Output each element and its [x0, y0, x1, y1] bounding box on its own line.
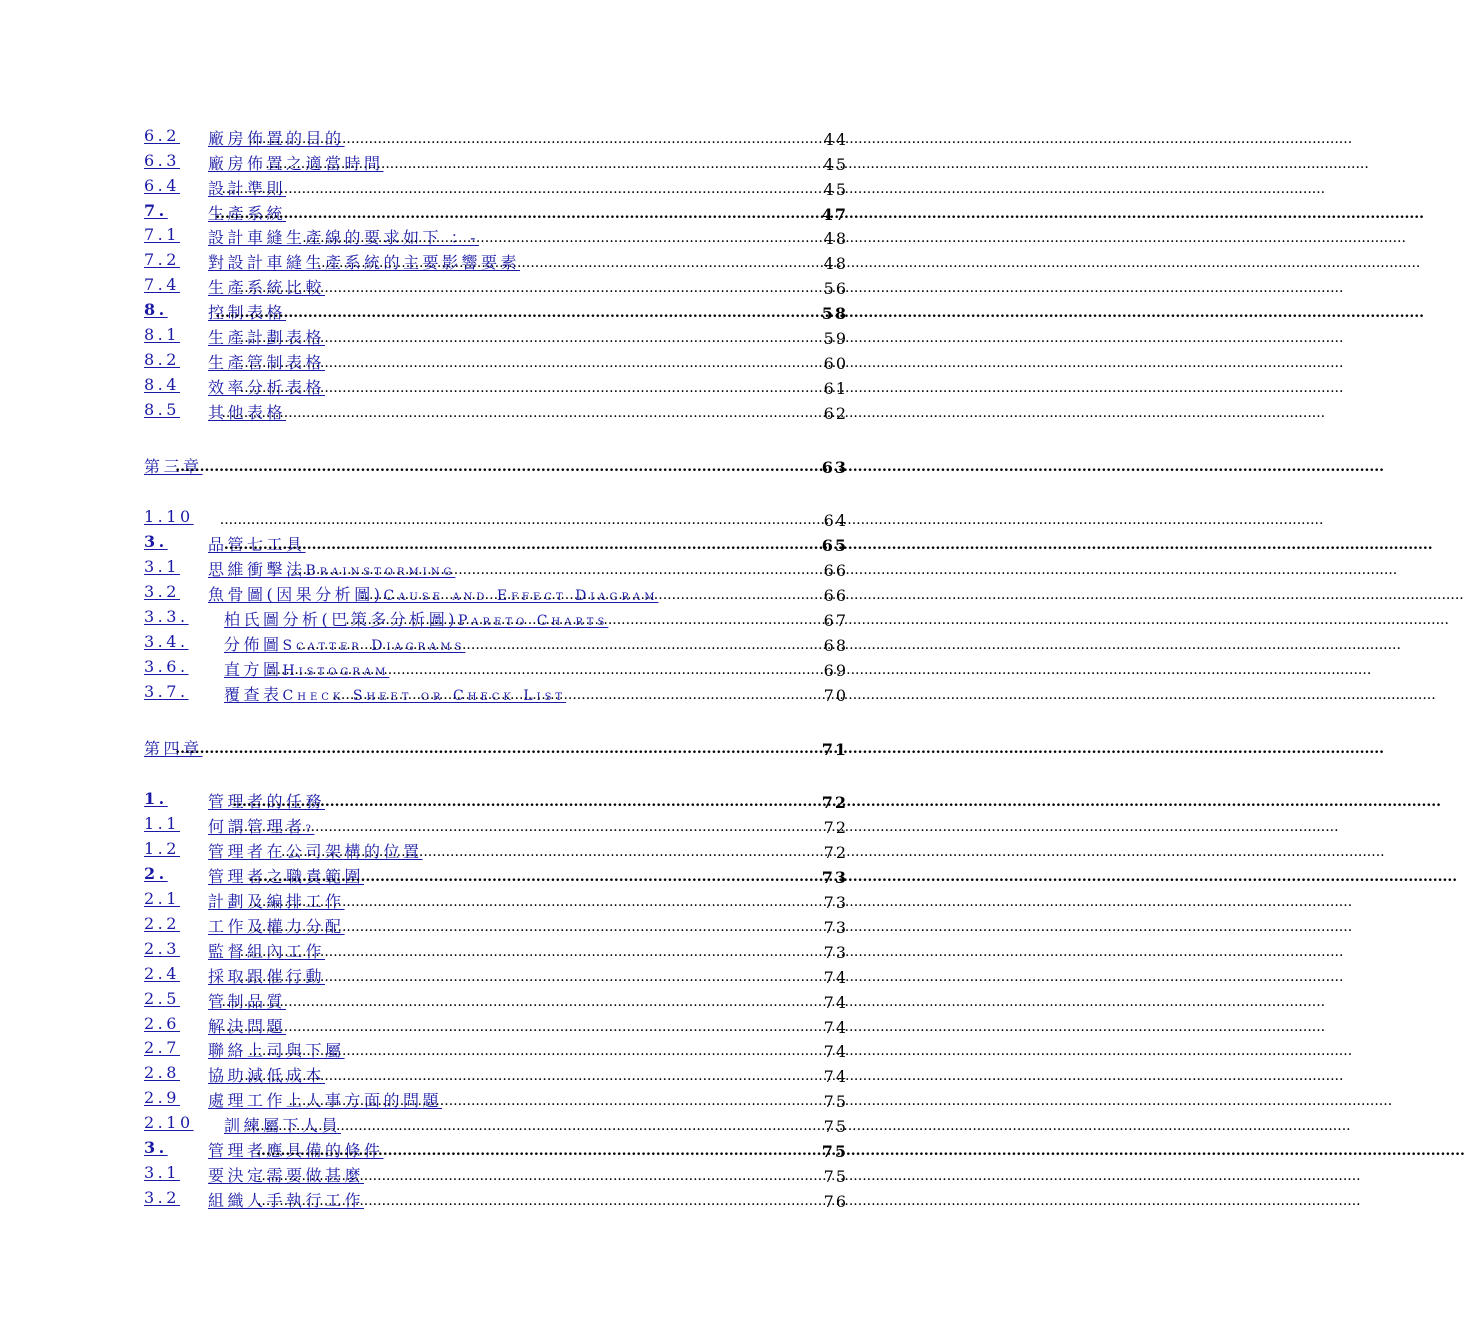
toc-entry	[144, 912, 848, 937]
toc-page-number: 47	[821, 204, 848, 224]
toc-page-number: 76	[823, 1191, 848, 1211]
toc-leader-dots	[221, 182, 823, 199]
toc-leader-dots	[297, 638, 823, 655]
toc-leader-dots	[317, 256, 824, 273]
toc-entry	[144, 788, 848, 813]
toc-entry-title: 設計準則	[208, 178, 287, 198]
toc-entry-number: 2.9	[144, 1088, 180, 1108]
toc-entry	[144, 199, 848, 224]
toc-entry	[144, 298, 848, 323]
toc-entry-link[interactable]	[144, 225, 479, 248]
toc-entry	[144, 1111, 848, 1136]
toc-entry-title: 何謂管理者?	[208, 817, 315, 837]
toc-entry-link[interactable]	[144, 150, 384, 174]
toc-entry-number: 8.	[144, 300, 168, 320]
toc-entry-number: 2.5	[144, 988, 180, 1008]
toc-leader-dots	[345, 613, 823, 630]
toc-entry-number: 7.	[144, 200, 168, 220]
toc-page-number: 73	[821, 868, 848, 888]
toc-page-number: 66	[823, 586, 848, 606]
toc-entry	[144, 987, 848, 1012]
toc-entry-link[interactable]	[144, 250, 521, 273]
toc-entry-link[interactable]	[144, 125, 345, 149]
toc-page-number: 70	[823, 685, 848, 705]
toc-entry-number: 1.	[144, 789, 168, 809]
toc-entry	[144, 174, 848, 199]
toc-page-number: 71	[821, 739, 848, 759]
toc-entry-number: 2.7	[144, 1038, 180, 1058]
toc-leader-dots	[249, 920, 824, 937]
toc-entry-title: 要決定需要做甚麼	[208, 1165, 365, 1185]
toc-entry	[144, 937, 848, 962]
toc-leader-dots	[289, 1094, 824, 1111]
toc-entry-title: 管理者的任務	[208, 792, 326, 812]
toc-leader-dots	[265, 157, 823, 174]
toc-entry-title: 設計車縫生產線的要求如下 ：-	[208, 228, 479, 248]
toc-leader-dots	[175, 460, 821, 477]
toc-entry-link[interactable]	[144, 325, 326, 348]
toc-entry-title: 第四章	[144, 738, 203, 758]
toc-entry-link[interactable]	[144, 1038, 345, 1061]
toc-page-number: 74	[823, 1017, 848, 1037]
toc-entry-link[interactable]	[144, 814, 315, 837]
toc-page-number: 66	[823, 561, 848, 581]
toc-entry-link[interactable]	[144, 349, 326, 373]
toc-entry-title: 柏氏圖分析(巴策多分析圖)Pareto Charts	[224, 610, 609, 630]
toc-page-number: 75	[823, 1166, 848, 1186]
toc-entry-number: 2.10	[144, 1113, 194, 1133]
toc-entry-title: 效率分析表格	[208, 377, 326, 397]
toc-entry-title: 管理者之職責範圍	[208, 867, 365, 887]
toc-leader-dots	[248, 870, 821, 887]
toc-leader-dots	[232, 795, 821, 812]
toc-leader-dots	[294, 563, 824, 580]
toc-page-number: 44	[823, 129, 848, 149]
toc-entry	[144, 224, 848, 249]
toc-page-number: 62	[823, 403, 848, 423]
toc-leader-dots	[256, 1144, 822, 1161]
toc-entry-title: 管理者應具備的條件	[208, 1140, 384, 1160]
toc-leader-dots	[302, 231, 823, 248]
toc-entry-title: 生產系統	[208, 203, 287, 223]
toc-entry-number: 6.4	[144, 175, 180, 195]
toc-leader-dots	[240, 381, 824, 398]
toc-page-number: 63	[821, 457, 848, 477]
toc-entry-link[interactable]	[144, 374, 326, 398]
toc-entry-title: 思維衝擊法Brainstorming	[208, 560, 456, 580]
toc-entry-title: 生產系統比較	[208, 278, 326, 298]
toc-page-number: 73	[823, 942, 848, 962]
toc-leader-dots	[249, 895, 824, 912]
toc-entry-title: 品管七工具	[208, 535, 306, 555]
toc-entry	[144, 555, 848, 580]
table-of-contents	[144, 124, 848, 1211]
toc-entry-number: 8.4	[144, 374, 180, 394]
toc-entry	[144, 605, 848, 630]
toc-entry-number: 1.2	[144, 839, 180, 859]
toc-entry	[144, 273, 848, 298]
toc-entry	[144, 530, 848, 555]
toc-entry-title: 對設計車縫生產系統的主要影響要素	[208, 253, 521, 273]
toc-leader-dots	[268, 663, 824, 680]
toc-page-number: 67	[823, 611, 848, 631]
toc-entry-number: 2.1	[144, 889, 180, 909]
toc-entry-title: 管理者在公司架構的位置	[208, 842, 423, 862]
toc-entry-title: 廠房佈置之適當時間	[208, 153, 384, 173]
toc-page-number: 64	[823, 511, 848, 531]
toc-entry-title: 計劃及編排工作	[208, 892, 345, 912]
toc-entry-number: 3.	[144, 1137, 168, 1157]
toc-page-number: 59	[823, 329, 848, 349]
toc-page-number: 74	[823, 967, 848, 987]
toc-entry-link[interactable]	[144, 736, 203, 759]
toc-leader-dots	[249, 1044, 824, 1061]
toc-entry	[144, 630, 848, 655]
toc-entry-number: 3.1	[144, 557, 180, 577]
toc-entry-title: 處理工作上人事方面的問題	[208, 1091, 443, 1111]
toc-page-number: 65	[821, 536, 848, 556]
toc-entry-link[interactable]	[144, 200, 287, 224]
toc-entry-link[interactable]	[144, 557, 456, 580]
toc-page-number: 48	[823, 229, 848, 249]
toc-entry-number: 3.7.	[144, 681, 189, 701]
toc-entry-link[interactable]	[144, 399, 287, 423]
toc-entry	[144, 812, 848, 837]
toc-entry-title: 廠房佈置的目的	[208, 128, 345, 148]
toc-entry-link[interactable]	[144, 864, 365, 887]
toc-entry-link[interactable]	[144, 582, 659, 605]
toc-entry-number: 3.6.	[144, 656, 189, 676]
toc-entry-number: 2.	[144, 864, 168, 884]
toc-entry-number: 3.1	[144, 1162, 180, 1182]
toc-entry-number: 3.3.	[144, 607, 189, 627]
toc-page-number: 72	[821, 793, 848, 813]
toc-entry-number: 2.2	[144, 913, 180, 933]
toc-page-number: 72	[823, 843, 848, 863]
toc-entry-number: 3.4.	[144, 631, 189, 651]
toc-entry-title: 解決問題	[208, 1016, 287, 1036]
toc-leader-dots	[175, 742, 821, 759]
toc-entry-link[interactable]	[144, 1013, 287, 1037]
toc-entry-title: 採取跟催行動	[208, 966, 326, 986]
toc-entry	[144, 1186, 848, 1211]
toc-entry	[144, 1012, 848, 1037]
toc-entry-link[interactable]	[144, 1063, 326, 1086]
toc-entry-link[interactable]	[144, 300, 287, 323]
toc-entry-title: 其他表格	[208, 402, 287, 422]
toc-entry-english-title: Pareto Charts	[458, 613, 609, 630]
toc-entry-english-title: Histogram	[282, 662, 390, 679]
toc-leader-dots	[221, 1020, 823, 1037]
toc-leader-dots	[224, 538, 822, 555]
toc-leader-dots	[240, 970, 824, 987]
toc-entry	[144, 1037, 848, 1062]
toc-entry-title: 控制表格	[208, 303, 287, 323]
toc-entry	[144, 1161, 848, 1186]
toc-leader-dots	[257, 1169, 824, 1186]
toc-page-number: 60	[823, 353, 848, 373]
toc-entry-title: 組織人手執行工作	[208, 1190, 365, 1210]
toc-leader-dots	[240, 356, 824, 373]
toc-leader-dots	[257, 1194, 824, 1211]
toc-entry-number: 1.1	[144, 814, 180, 834]
toc-entry-number: 7.4	[144, 275, 180, 295]
toc-chapter-row	[144, 734, 848, 759]
toc-leader-dots	[221, 406, 823, 423]
toc-entry	[144, 149, 848, 174]
toc-page-number: 73	[823, 917, 848, 937]
toc-entry-number: 6.2	[144, 125, 180, 145]
toc-entry-link[interactable]	[144, 913, 345, 937]
toc-page-number: 58	[821, 304, 848, 324]
toc-entry-title: 訓練屬下人員	[224, 1116, 342, 1136]
toc-entry	[144, 506, 848, 531]
toc-entry	[144, 655, 848, 680]
toc-chapter-row	[144, 452, 848, 477]
toc-entry-english-title: Check Sheet or Check List	[282, 687, 567, 704]
toc-entry-link[interactable]	[144, 789, 326, 812]
toc-entry	[144, 373, 848, 398]
toc-leader-dots	[332, 688, 824, 705]
toc-entry-title: 生產管制表格	[208, 352, 326, 372]
toc-entry-english-title: Scatter Diagrams	[282, 637, 466, 654]
toc-page-number: 69	[823, 660, 848, 680]
toc-page-number: 75	[823, 1092, 848, 1112]
toc-entry-title: 魚骨圖(因果分析圖)Cause and Effect Diagram	[208, 585, 659, 605]
toc-leader-dots	[240, 1069, 824, 1086]
toc-leader-dots	[249, 132, 824, 149]
toc-entry-number: 3.2	[144, 1187, 180, 1207]
toc-entry-number: 2.3	[144, 938, 180, 958]
toc-entry-link[interactable]	[144, 889, 345, 912]
toc-entry	[144, 680, 848, 705]
toc-leader-dots	[235, 820, 824, 837]
toc-entry-title: 分佈圖Scatter Diagrams	[224, 634, 466, 654]
toc-leader-dots	[215, 207, 821, 224]
toc-entry	[144, 323, 848, 348]
toc-entry-number: 7.2	[144, 250, 180, 270]
toc-entry-title: 管制品質	[208, 991, 287, 1011]
toc-page-number: 75	[821, 1141, 848, 1161]
toc-leader-dots	[281, 845, 824, 862]
toc-leader-dots	[221, 995, 823, 1012]
toc-entry-link[interactable]	[144, 988, 287, 1012]
toc-entry	[144, 124, 848, 149]
toc-entry-link[interactable]	[144, 507, 220, 530]
toc-entry	[144, 962, 848, 987]
toc-entry-english-title: Brainstorming	[305, 563, 456, 580]
toc-entry-link[interactable]	[144, 1137, 384, 1161]
toc-page-number: 45	[823, 179, 848, 199]
toc-entry-title: 聯絡上司與下屬	[208, 1041, 345, 1061]
toc-entry-link[interactable]	[144, 1113, 342, 1136]
toc-page-number: 61	[823, 378, 848, 398]
toc-page-number: 48	[823, 254, 848, 274]
toc-entry-number: 8.5	[144, 399, 180, 419]
toc-page-number: 74	[823, 1067, 848, 1087]
toc-entry-number: 7.1	[144, 225, 180, 245]
toc-entry	[144, 1061, 848, 1086]
toc-entry-title: 協助減低成本	[208, 1066, 326, 1086]
toc-entry-link[interactable]	[144, 454, 203, 477]
toc-entry	[144, 1136, 848, 1161]
toc-entry-title: 生產計劃表格	[208, 328, 326, 348]
toc-entry-number: 2.8	[144, 1063, 180, 1083]
toc-entry-link[interactable]	[144, 532, 306, 555]
toc-page-number: 56	[823, 279, 848, 299]
toc-entry-number: 3.	[144, 532, 168, 552]
toc-leader-dots	[220, 513, 824, 530]
toc-page-number: 74	[823, 992, 848, 1012]
toc-entry-title: 直方圖Histogram	[224, 659, 390, 679]
toc-entry	[144, 837, 848, 862]
toc-entry-number: 2.6	[144, 1013, 180, 1033]
toc-leader-dots	[240, 331, 824, 348]
toc-entry-link[interactable]	[144, 1088, 443, 1111]
toc-entry-number: 2.4	[144, 963, 180, 983]
toc-page-number: 72	[823, 818, 848, 838]
toc-leader-dots	[360, 588, 824, 605]
toc-entry-link[interactable]	[144, 839, 423, 862]
toc-page-number: 74	[823, 1042, 848, 1062]
toc-entry-link[interactable]	[144, 963, 326, 987]
toc-entry-number: 3.2	[144, 582, 180, 602]
toc-entry-link[interactable]	[144, 1162, 365, 1186]
toc-page-number: 73	[823, 893, 848, 913]
toc-entry-title: 監督組內工作	[208, 941, 326, 961]
toc-entry	[144, 248, 848, 273]
toc-entry-title: 覆查表Check Sheet or Check List	[224, 684, 567, 704]
toc-entry-number: 8.1	[144, 325, 180, 345]
toc-entry	[144, 1086, 848, 1111]
toc-entry-link[interactable]	[144, 1187, 365, 1211]
toc-leader-dots	[215, 306, 821, 323]
toc-entry	[144, 580, 848, 605]
toc-entry	[144, 887, 848, 912]
toc-page-number: 75	[823, 1117, 848, 1137]
toc-entry-title: 第三章	[144, 456, 203, 476]
toc-entry	[144, 862, 848, 887]
toc-entry-link[interactable]	[144, 607, 609, 630]
toc-entry-link[interactable]	[144, 631, 466, 655]
toc-entry-title: 工作及權力分配	[208, 916, 345, 936]
toc-entry-link[interactable]	[144, 175, 287, 199]
toc-leader-dots	[247, 1119, 824, 1136]
toc-leader-dots	[240, 945, 824, 962]
toc-entry-link[interactable]	[144, 681, 567, 705]
toc-page-number: 45	[823, 154, 848, 174]
toc-entry-link[interactable]	[144, 938, 326, 962]
toc-entry-number: 8.2	[144, 349, 180, 369]
toc-page-number: 68	[823, 635, 848, 655]
toc-entry	[144, 348, 848, 373]
toc-entry-link[interactable]	[144, 275, 326, 298]
toc-entry-number: 6.3	[144, 150, 180, 170]
toc-entry-link[interactable]	[144, 656, 390, 680]
toc-entry-english-title: Cause and Effect Diagram	[383, 588, 659, 605]
toc-leader-dots	[240, 281, 824, 298]
toc-entry-number: 1.10	[144, 507, 194, 527]
toc-entry	[144, 398, 848, 423]
